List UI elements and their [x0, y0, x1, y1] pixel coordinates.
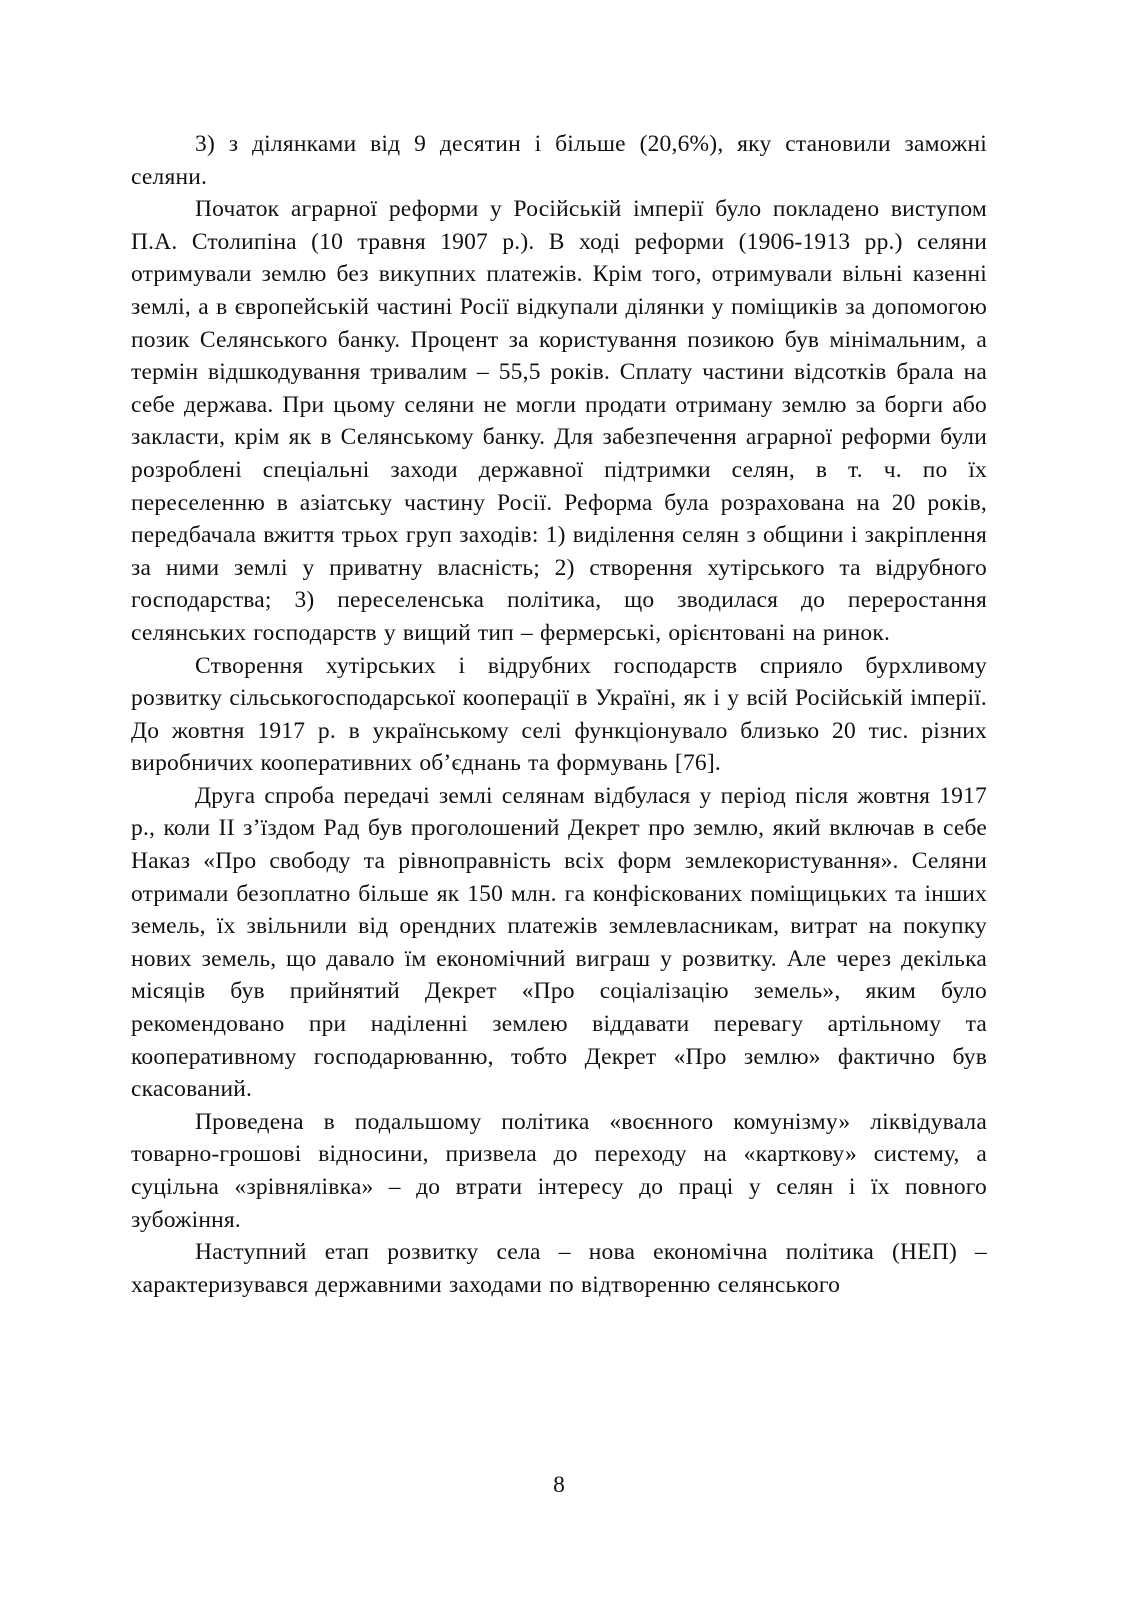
- paragraph: Проведена в подальшому політика «воєнного комунізму» ліквідувала товарно-грошові відносини, призвела до переходу на «карткову» систему, а суцільна «зрівнялівка» – до втрати інтересу до праці у селян і їх повного зубожіння.: [131, 1108, 987, 1233]
- paragraph: Початок аграрної реформи у Російській імперії було покладено виступом П.А. Столипіна (10 травня 1907 р.). В ході реформи (1906-1913 рр.) селяни отримували землю без викупних платежів. Крім того, отримували вільні казенні землі, а в європейській частині Росії відкупали ділянки у поміщиків за допомогою позик Селянського банку. Процент за користування позикою був мінімальним, а термін відшкодування тривалим – 55,5 років. Сплату частини відсотків брала на себе держава. При цьому селяни не могли продати отриману землю за борги або закласти, крім як в Селянському банку. Для забезпечення аграрної реформи були розроблені спеціальні заходи державної підтримки селян, в т. ч. по їх переселенню в азіатську частину Росії. Реформа була розрахована на 20 років, передбачала вжиття трьох груп заходів: 1) виділення селян з общини і закріплення за ними землі у приватну власність; 2) створення хутірського та відрубного господарства; 3) переселенська політика, що зводилася до переростання селянських господарств у вищий тип – фермерські, орієнтовані на ринок.: [131, 196, 987, 646]
- text-block: [131, 128, 987, 1301]
- paragraph: Друга спроба передачі землі селянам відбулася у період після жовтня 1917 р., коли ІІ з’їздом Рад був проголошений Декрет про землю, який включав в себе Наказ «Про свободу та рівноправність всіх форм землекористування». Селяни отримали безоплатно більше як 150 млн. га конфіскованих поміщицьких та інших земель, їх звільнили від орендних платежів землевласникам, витрат на покупку нових земель, що давало їм економічний виграш у розвитку. Але через декілька місяців був прийнятий Декрет «Про соціалізацію земель», яким було рекомендовано при наділенні землею віддавати перевагу артільному та кооперативному господарюванню, тобто Декрет «Про землю» фактично був скасований.: [131, 782, 987, 1103]
- paragraph: 3) з ділянками від 9 десятин і більше (20,6%), яку становили заможні селяни.: [131, 131, 987, 190]
- paragraph: Наступний етап розвитку села – нова економічна політика (НЕП) – характеризувався державними заходами по відтворенню селянського: [131, 1239, 987, 1298]
- page-number: 8: [553, 1472, 565, 1498]
- paragraph: Створення хутірських і відрубних господарств сприяло бурхливому розвитку сільськогосподарської кооперації в Україні, як і у всій Російській імперії. До жовтня 1917 р. в українському селі функціонувало близько 20 тис. різних виробничих кооперативних об’єднань та формувань [76].: [131, 652, 987, 777]
